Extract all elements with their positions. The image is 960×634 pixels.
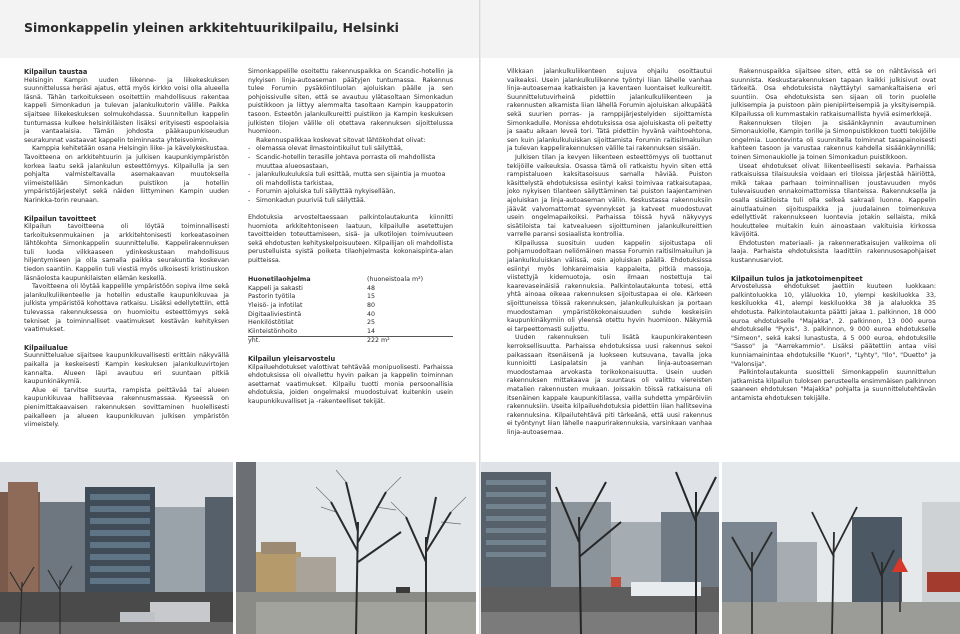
- paragraph: Tavoitteena oli löytää kappelille ympäristöön sopiva ilme sekä jalankulkuliikenteelle ja hotellin edustalle kaupunkikuvaa ja julkista ympäristöä kohottava ratkaisu. Lisäksi edellytettiin, että tulevassa rakennuksessa on huomioitu esteettömyys sekä tekniset ja toiminnalliset vaatimukset kestävän kehityksen vaatimukset.: [24, 283, 229, 334]
- table-cell: 80: [367, 302, 376, 310]
- paragraph: Rakennuspaikkaa koskevat sitovat lähtökohdat olivat:: [256, 136, 426, 144]
- paragraph: Helsingin Kampin uuden liikenne- ja liikekeskuksen suunnittelussa heräsi ajatus, että myös kirkko voisi olla alueella läsnä. Tähän tarkoitukseen osoitettiin mahdollisuus rakentaa kappeli Simonkadun ja tulevan jalankulkutorin välille. Paikka sijaitsee liikekeskuksen solmukohdassa. Suunnitellun kappelin tuntumassa kulkee helsinkiläisten lisäksi erityisesti espoolaisia ja vantaalaisia. Tämän johdosta pääkaupunkiseudun seurakunnat vastaavat kappelin toiminnasta yhteisvoimin.: [24, 76, 229, 144]
- table-row: [248, 302, 453, 311]
- table-row: [248, 319, 453, 328]
- list-item: - Forumin ajoluiska tuli säilyttää nykyisellään,: [248, 188, 453, 197]
- paragraph: Useat ehdotukset olivat liikenteellisesti sekavia. Parhaissa ratkaisuissa tilaisuuksia voidaan eri tiloissa järjestää häiriöttä, mikä takaa parhaan toiminnallisen joustavuuden myös tulevaisuuden ennakoimattomissa tilanteissa. Rakennuksella ja osalla sisätiloista tuli olla selkeä sakraali luonne. Kappelin ainutlaatuinen sijoituspaikka ja juudalainen toimenkuva edellyttivät rakennukseen luontevia jotakin sellaista, mikä houkuttelee muitakin kuin ainoastaan vakituisia kirkossa kävijöitä.: [731, 162, 936, 239]
- paragraph: Kilpailuehdotukset valottivat tehtävää monipuolisesti. Parhaissa ehdotuksissa oli oivallettu hyvin paikan ja kappelin toiminnan asettamat vaatimukset. Kilpailu tuotti monia persoonallisia ehdotuksia, joiden ongelmaksi muodostuivat kuitenkin usein kaupunkikuvalliset ja -rakenteelliset tekijät.: [248, 363, 453, 405]
- photo-city-buildings: [0, 462, 233, 634]
- list-item: - Scandic-hotellin terasille johtava porrasta oli mahdollista muuttaa alueosastaan,: [248, 154, 453, 171]
- paragraph: Palkintolautakunta suositteli Simonkappelin suunnittelun jatkamista kilpailun tuloksen perusteella ensimmäisen palkinnon saaneen ehdotuksen "Majakka" pohjalta ja suunnittelutehtävän antamista ehdotuksen tekijälle.: [731, 369, 936, 402]
- photo-strip: [0, 462, 960, 634]
- text-column-4: [731, 68, 936, 404]
- paragraph: Kilpailussa suosituin uuden kappelin sijoitustapa oli pohjamuodoltaan neliömäinen massa Forumin raitisilmakuilun ja jalankulkuluiskan välissä, osin ajoluiskan päällä. Ehdotuksissa esiintyi myös lohkareimaisia kappaleita, pitkiä massoja, viistettyjä kidemuotoja, osin ilmaan nostettuja tai kaarevaseinäisiä rakennuksia. Palkintolautakunta totesi, että yhtä ainoaa oikeaa rakennuksen sijoitustapaa ei ole. Kärkeen sijoittuneissa töissä rakennuksen, jalankulkuluiskan ja portaan muodostaman ympäristökokonaisuuden suhde keskeisiin kaupunkinäkymiin oli yleensä otettu hyvin huomioon. Näkymiä ei tarpeettomasti suljettu.: [507, 239, 712, 333]
- table-row: [248, 311, 453, 320]
- table-cell: Yleisö- ja infotilat: [248, 302, 303, 310]
- photo-park-trees: [236, 462, 476, 634]
- photo-street-view: [481, 462, 719, 634]
- list-item: - jalankulkukuluksia tuli esittää, mutta sen sijaintia ja muotoa oli mahdollista tarkistaa,: [248, 171, 453, 188]
- table-cell: 40: [367, 310, 376, 318]
- section-heading-assessment: Kilpailun yleisarvostelu: [248, 355, 336, 363]
- list-item: - olemassa olevat ilmastointikuilut tuli säilyttää,: [248, 145, 453, 154]
- paragraph: Simonkappelille osoitettu rakennuspaikka on Scandic-hotellin ja nykyisen linja-autoaseman päätyjen tuntumassa. Rakennus tulee Forumin pysäköintiluolan ajoluiskan päälle ja sen pohjoissivulle siten, että se avautuu ylätasoltaan Simonkadun puistikkoon ja liittyy alemmalta tasoltaan Kampin kauppatorin tasoon. Esteetön jalankulkureitti puistikon ja Kampin keskuksen julkisten tilojen välille oli otettava rakennuksen sijoittelussa huomioon.: [248, 68, 453, 136]
- table-cell: 15: [367, 293, 376, 301]
- table-header-row: [248, 276, 453, 285]
- table-total-row: [248, 337, 453, 346]
- table-cell: 25: [367, 319, 376, 327]
- paragraph: Kamppia kehitetään osana Helsingin liike- ja kävelykeskustaa. Tavoitteena on arkkitehtuurin ja julkisen kaupunkiympäristön korkea laatu sekä jalankulun esteettömyys. Kilpailulla ja sen pohjalta valmisteltavalla asemakaavan muutoksella viimeistellään Simonkadun puistikon ja hotellin ympäristöjärjestelyt sekä näiden liittyminen Kampin uuden Narinkka-torin reunaan.: [24, 145, 229, 204]
- table-row: [248, 285, 453, 294]
- section-heading-area: Kilpailualue: [24, 343, 68, 352]
- text-column-3: [507, 68, 712, 438]
- table-cell: 14: [367, 327, 376, 335]
- table-cell: Digitaaliviestintä: [248, 310, 302, 318]
- paragraph: Rakennuksen tilojen ja sisäänkäynnin avautuminen Simonaukiolle, Kampin torille ja Simonpuistikkoon tuotti tekijöille ongelmia. Luontevinta oli suunnitella toiminnat tasapainoisesti kahteen tasoon ja varustaa rakennus kahdella sisäänkäynnillä; toinen Simonaukiolle ja toinen Simonkadun puistikkoon.: [731, 119, 936, 161]
- table-row: [248, 328, 453, 337]
- table-cell: Kappeli ja sakasti: [248, 284, 303, 292]
- page-title: Simonkappelin yleinen arkkitehtuurikilpailu, Helsinki: [24, 20, 399, 35]
- photo-plaza: [722, 462, 960, 634]
- paragraph: Suunnittelualue sijaitsee kaupunkikuvallisesti erittäin näkyvällä paikalla ja keskeisesti Kampin keskuksen jalankulkuvirtojen kannalta. Alueen läpi avautuu eri suuntaan pitkiä kaupunkinäkymiä.: [24, 352, 229, 386]
- table-cell: Huonetilaohjelma: [248, 276, 311, 284]
- paragraph: Vilkkaan jalankulkuliikenteen sujuva ohjailu osoittautui vaikeaksi. Usein jalankulkuliikenne työntyi liian lähelle vanhaa linja-autoasemaa katkaisten ja kaventaen luontaiset kulkureitit. Suunnittelutuvirheinä pidettiin jalankulkuliikenteen ja rakennusten alkamista liian lähellä Forumin ajoluiskan alkupäätä sekä suurien porras- ja ramppijärjestelyiden sijoittamista Simonkadulle. Monissa ehdotuksissa osa ajoluiskasta oli peitetty ja saatu aikaan leveä tori. Tätä pidettiin hyvänä vaihtoehtona, sen kuin jalankulkuluiskan sijoittamista Forumin raitisilmakuilun ja tulevan kappelirakennuksen välille tai rakennuksen sisään.: [507, 68, 712, 153]
- table-cell: Pastorin työtila: [248, 293, 296, 301]
- section-heading-background: Kilpailun taustaa: [24, 68, 88, 76]
- paragraph: Uuden rakennuksen tuli lisätä kaupunkirakenteen kerroksellisuutta. Parhaissa ehdotuksissa uusi rakennus sekoi paikassaan itsenäisenä ja luokseen kutsuvana, tavalla joka kunnioitti Lasipalatsin ja vanhan linja-autoaseman muodostamaa arvokasta torikokonaisuutta. Usein uuden rakennuksen mittakaava ja suuntaus oli valittu viereisten matalien rakennusten mukaan. Joissakin töissä ratkaisuna oli itsenäinen kappale kaupunkitilassa, vailla suhdetta ympäröiviin rakennuksiin. Useita kilpailuehdotuksia pidettiin liian hallitsevina rakennuksina. Kilpailutehtävä piti tärkeänä, että uusi rakennus ei työntynyt liian lähelle naapurirakennuksia, varsinkaan vanhaa linja-autoasemaa.: [507, 334, 712, 436]
- table-cell: 48: [367, 284, 376, 292]
- paragraph: Kilpailun tavoitteena oli löytää toiminnallisesti tarkoituksenmukainen ja arkkitehtonisesti korkeatasoinen lähtökohta Simonkappelin suunnittelulle. Kappelirakennuksen tuli luoda vilkkaaseen ydinkeskustaan mahdollisuus hiljentymiseen ja olla samalla paikka seurakuntia koskevan tiedon saantiin. Kappelin tuli viestiä myös ulkoisesti kristinuskon läsnäolosta kaupunkilaisten elämän keskellä.: [24, 223, 229, 282]
- section-heading-result: Kilpailun tulos ja jatkotoimenpiteet: [731, 274, 863, 283]
- room-program-table: [248, 276, 453, 346]
- text-column-2: [248, 68, 453, 407]
- table-row: [248, 293, 453, 302]
- paragraph: Ehdotuksia arvosteltaessaan palkintolautakunta kiinnitti huomiota arkkitehtoniseen laatuun, kilpailulle asetettujen tavoitteiden toteuttamiseen, sisä- ja ulkotilojen toimivuuteen sekä ehdotusten kehityskelpoisuuteen. Kilpailijan oli mahdollista perustelluista syistä poiketa tilaohjelmasta kokonaispinta-alan puitteissa.: [248, 214, 453, 265]
- table-cell: Henkilöstötilat: [248, 319, 294, 327]
- section-heading-goals: Kilpailun tavoitteet: [24, 214, 97, 223]
- paragraph: Julkisen tilan ja kevyen liikenteen esteettömyys oli tuottanut tekijöille vaikeuksia. Osassa tämä oli ratkaistu hyvin siten että rampistaluoen kaksitasoisuus samalla häviää. Puiston käsittelystä ehdotuksissa esiintyi kaksi toimivaa ratkaisutapaa, joko nykyisen tilanteen säilyttäminen tai puiston laajentaminen ajoluiskan ja linja-autoaseman väliin. Keskustassa rakennuksiin jäävät valvomattomat syvennykset ja katveet muodostuvat usein ongelmapaikoiksi. Parhaissa töissä hyvä näkyvyys sisätiloista tai katvealueen sijoittuminen jalankulkureittien varrelle paransi sosiaalista kontrollia.: [507, 153, 712, 239]
- text-column-1: [24, 68, 229, 430]
- table-cell: Kiinteistönhoito: [248, 327, 298, 335]
- list-item: - Simonkadun puuriviä tuli säilyttää.: [248, 197, 453, 206]
- paragraph: Rakennuspaikka sijaitsee siten, että se on nähtävissä eri suunnista. Keskustarakennuksen tapaan kaikki julkisivut ovat tärkeitä. Osa ehdotuksista näyttäytyi samankaltaisena eri suuntiin. Osa ehdotuksista sen sijaan oli torin puolelle julkisempia ja puistoon päin pienipiirteisempiä ja yksityisempiä. Kilpailussa oli kummastakin ratkaisumallista hyviä esimerkkejä.: [731, 68, 936, 118]
- table-cell: yht.: [248, 337, 367, 346]
- paragraph: Ehdotusten materiaali- ja rakenneratkaisujen valikoima oli laaja. Parhaista ehdotuksista laadittiin rakennusosapohjaiset kustannusarviot.: [731, 239, 936, 265]
- constraints-list: [248, 145, 453, 205]
- table-cell: 222 m²: [367, 337, 453, 346]
- paragraph: Alue ei tarvitse suurta, rampista peittävää tai alueen kaupunkikuvaa hallitsevaa rakennusmassaa. Kyseessä on pienimittakaavaisen rakennuksen sovittaminen huolellisesti paikalleen ja alueen kaupunkikuvan julkisen ympäristön viimeistely.: [24, 386, 229, 429]
- title-band: [481, 0, 960, 58]
- table-cell: (huoneistoala m²): [367, 276, 424, 284]
- paragraph: Arvostelussa ehdotukset jaettiin kuuteen luokkaan: palkintoluokka 10, yläluokka 10, ylempi keskiluokka 33, keskiluokka 41, alempi keskiluokka 38 ja alaluokka 35 ehdotusta. Palkintolautakunta päätti jakaa 1. palkinnon, 18 000 euroa ehdotukselle "Majakka", 2. palkinnon, 13 000 euroa ehdotukselle "Pyxis", 3. palkinnon, 9 000 euroa ehdotukselle "Simeon", sekä kaksi lunastusta, á 5 000 euroa, ehdotuksille "Sasso" ja "Aarrekammio". Lisäksi päätettiin antaa viisi kunniamainintaa ehdotuksille "Kuori", "Lyhty", "Ilo", "Duetto" ja "Valonsija".: [731, 283, 936, 368]
